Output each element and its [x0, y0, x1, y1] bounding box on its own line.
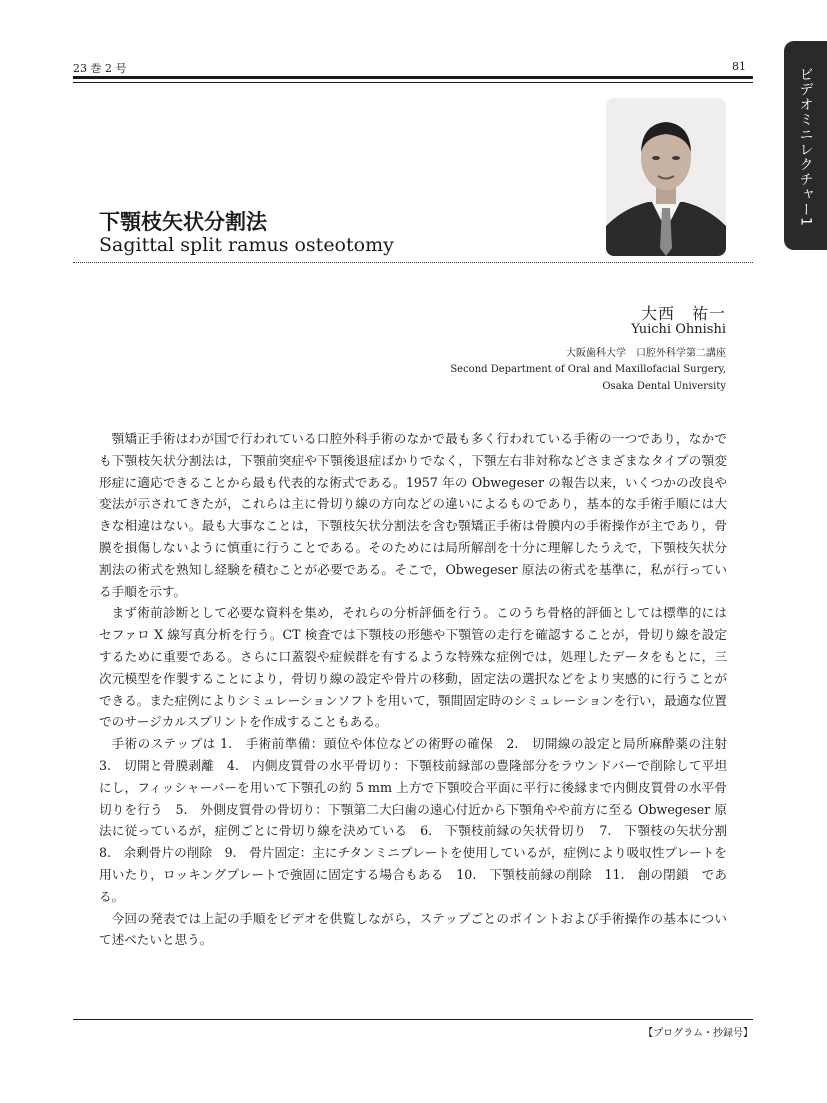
article-title-english: Sagittal split ramus osteotomy	[99, 234, 394, 256]
body-paragraph: 手術のステップは 1. 手術前準備：頭位や体位などの術野の確保 2. 切開線の設定と局所麻酔薬の注射 3. 切開と骨膜剥離 4. 内側皮質骨の水平骨切り：下顎枝前縁部の豊隆部分をラウンドバーで削除して平坦にし，フィッシャーバーを用いて下顎孔の約 5 mm 上方で下顎咬合平面に平行に後縁まで内側皮質骨の水平骨切りを行う 5. 外側皮質骨の骨切り：下顎第二大臼歯の遠心付近から下顎角やや前方に至る Obwegeser 原法に従っているが，症例ごとに骨切り線を決めている 6. 下顎枝前縁の矢状骨切り 7. 下顎枝の矢状分割 8. 余剰骨片の削除 9. 骨片固定：主にチタンミニプレートを使用しているが，症例により吸収性プレートを用いたり，ロッキングプレートで強固に固定する場合もある 10. 下顎枝前縁の削除 11. 創の閉鎖 である。	[99, 736, 740, 904]
author-name-japanese: 大西 祐一	[640, 304, 726, 323]
running-header-page-number: 81	[732, 60, 746, 73]
footer-rule	[73, 1019, 753, 1020]
author-name-english: Yuichi Ohnishi	[631, 322, 726, 337]
author-affiliation-english-line1: Second Department of Oral and Maxillofacial Surgery,	[450, 364, 726, 375]
running-header-volume: 23 巻 2 号	[73, 62, 127, 75]
section-side-tab	[784, 41, 827, 250]
author-affiliation-japanese: 大阪歯科大学 口腔外科学第二講座	[566, 348, 726, 359]
article-title-japanese: 下顎枝矢状分割法	[99, 209, 267, 234]
body-paragraph: 顎矯正手術はわが国で行われている口腔外科手術のなかで最も多く行われている手術の一つであり，なかでも下顎枝矢状分割法は，下顎前突症や下顎後退症ばかりでなく，下顎左右非対称などさまざまなタイプの顎変形症に適応できることから最も代表的な術式である。1957 年の Obwegeser の報告以来，いくつかの改良や変法が示されてきたが，これらは主に骨切り線の方向などの違いによるものであり，基本的な手術手順には大きな相違はない。最も大事なことは，下顎枝矢状分割法を含む顎矯正手術は骨膜内の手術操作が主であり，骨膜を損傷しないように慎重に行うことである。そのためには局所解剖を十分に理解したうえで，下顎枝矢状分割法の術式を熟知し経験を積むことが必要である。そこで，Obwegeser 原法の術式を基準に，私が行っている手順を示す。	[99, 431, 728, 599]
title-divider-dotted	[73, 262, 753, 263]
article-body	[99, 428, 740, 951]
header-rule-thin	[73, 82, 753, 83]
section-side-tab-label: ビデオミニレクチャー1	[797, 67, 814, 227]
author-portrait-photo	[606, 98, 726, 256]
body-paragraph: まず術前診断として必要な資料を集め，それらの分析評価を行う。このうち骨格的評価としては標準的にはセファロ X 線写真分析を行う。CT 検査では下顎枝の形態や下顎管の走行を確認することが，骨切り線を設定するために重要である。さらに口蓋裂や症候群を有するような特殊な症例では，処理したデータをもとに，三次元模型を作製することにより，骨切り線の設定や骨片の移動，固定法の選択などをより実感的に行うことができる。また症例によりシミュレーションソフトを用いて，顎間固定時のシミュレーションを行い，最適な位置でのサージカルスプリントを作成することもある。	[99, 605, 727, 730]
body-paragraph: 今回の発表では上記の手順をビデオを供覧しながら，ステップごとのポイントおよび手術操作の基本について述べたいと思う。	[99, 910, 727, 948]
author-affiliation-english-line2: Osaka Dental University	[602, 381, 726, 392]
header-rule-thick	[73, 76, 753, 79]
footer-issue-label: 【プログラム・抄録号】	[643, 1028, 753, 1039]
